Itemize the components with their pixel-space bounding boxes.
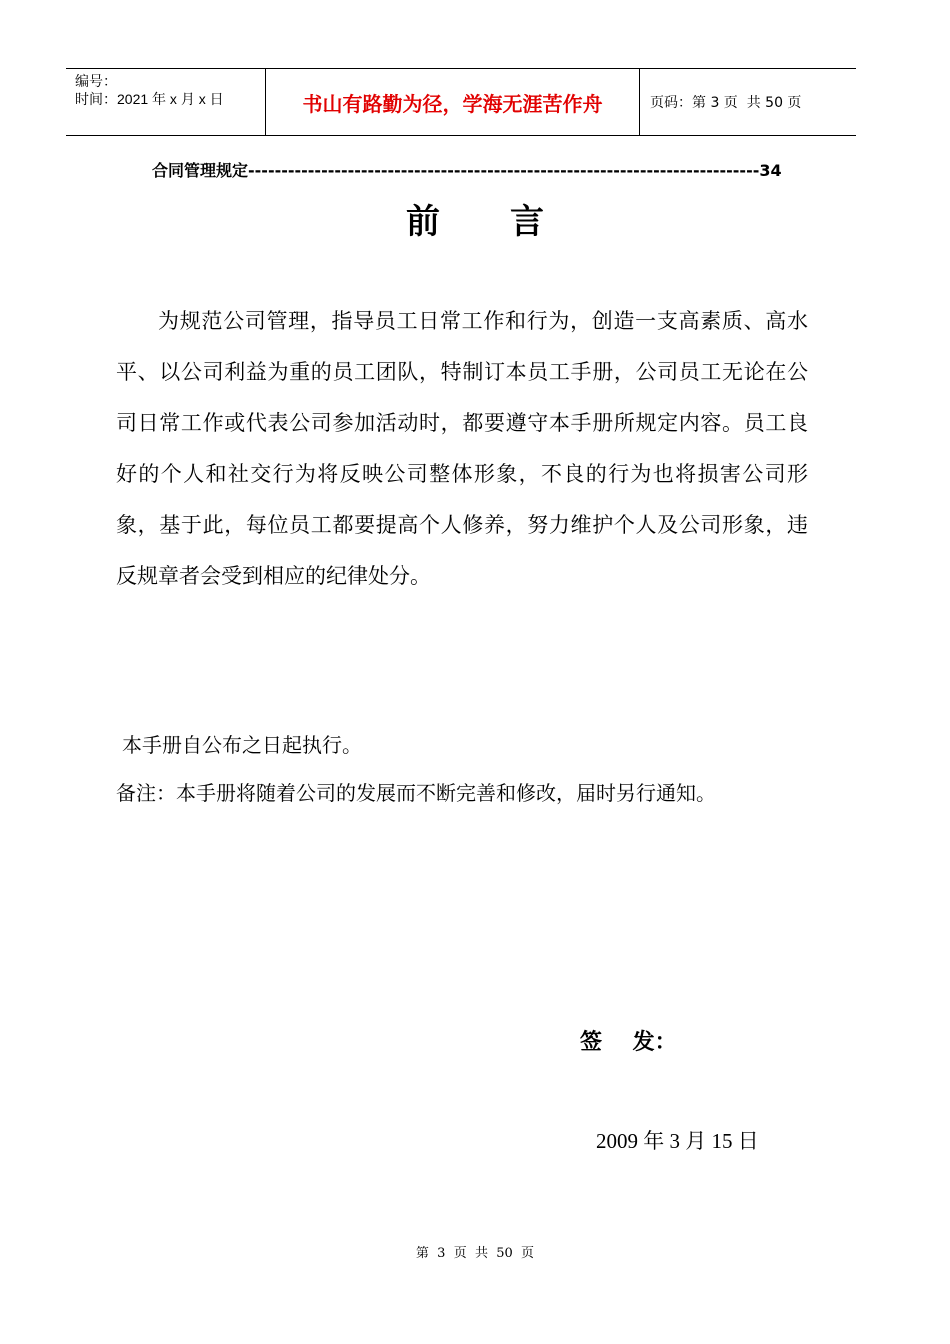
- toc-entry: [152, 160, 792, 182]
- page-title: 前言: [406, 202, 614, 242]
- signature-label: 签 发：: [580, 1030, 677, 1055]
- page-footer: 第 3 页 共 50 页: [415, 1246, 535, 1261]
- toc-leader-dots: -----------------------------------------------------------------------------: [248, 161, 760, 180]
- header-page-info: 页码：第 3 页 共 50 页: [650, 95, 802, 111]
- effective-statement: 本手册自公布之日起执行。: [122, 733, 362, 757]
- toc-entry-page: 34: [759, 161, 782, 180]
- signature-date: 2009 年 3 月 15 日: [596, 1129, 759, 1153]
- toc-entry-title: 合同管理规定: [152, 161, 249, 180]
- header-motto: 书山有路勤为径，学海无涯苦作舟: [266, 69, 640, 135]
- time-label: 时间：2021 年 x 月 x 日: [75, 91, 224, 107]
- header-meta-cell: [66, 69, 266, 135]
- preface-paragraph: 为规范公司管理，指导员工日常工作和行为，创造一支高素质、高水平、以公司利益为重的员工团队，特制订本员工手册，公司员工无论在公司日常工作或代表公司参加活动时，都要遵守本手册所规定内容。员工良好的个人和社交行为将反映公司整体形象，不良的行为也将损害公司形象，基于此，每位员工都要提高个人修养，努力维护个人及公司形象，违反规章者会受到相应的纪律处分。: [116, 309, 808, 588]
- page-header: [66, 68, 856, 136]
- serial-label: 编号：: [75, 73, 117, 89]
- remark-statement: 备注：本手册将随着公司的发展而不断完善和修改，届时另行通知。: [116, 781, 716, 805]
